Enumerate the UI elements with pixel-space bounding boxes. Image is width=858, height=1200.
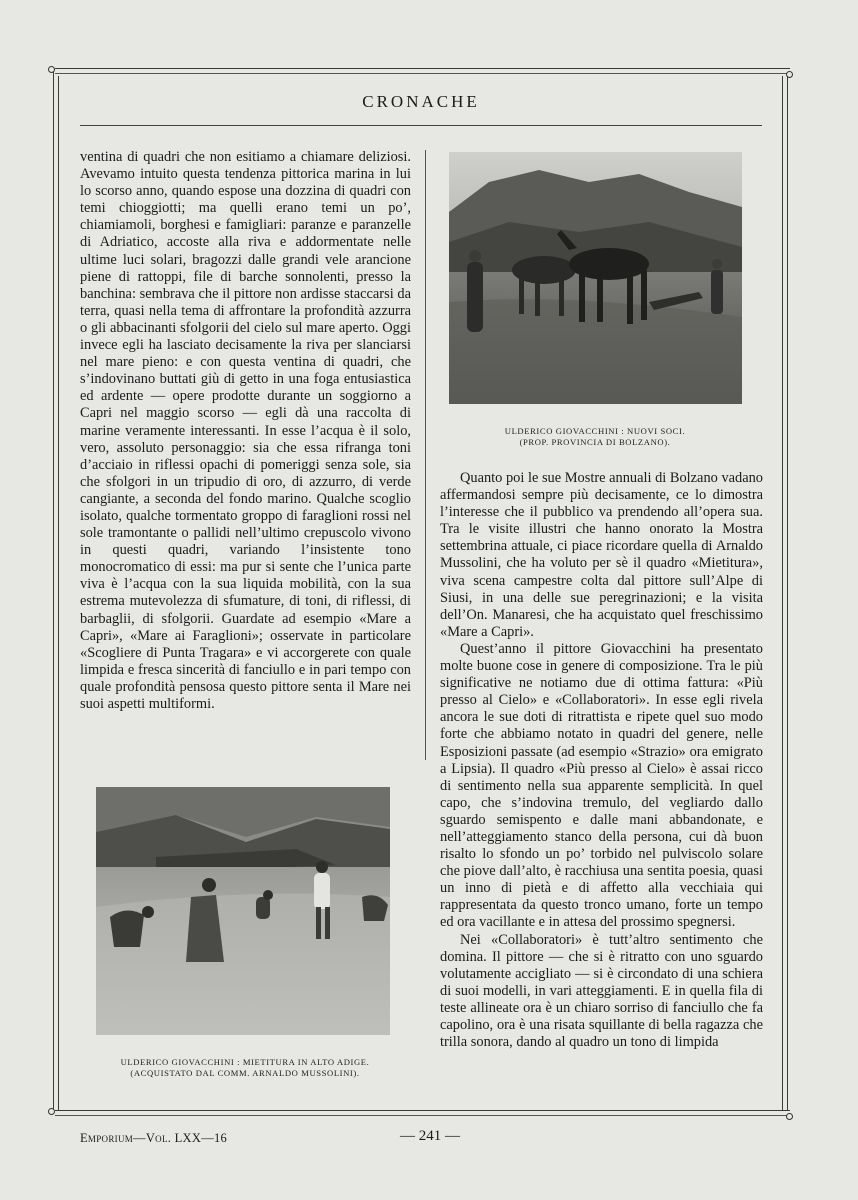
frame-bottom-rule — [55, 1110, 790, 1111]
paragraph: ventina di quadri che non esitiamo a chiamare deliziosi. Avevamo intuito questa tendenza pittorica marina in lui lo scorso anno, quando espose una dozzina di quadri con temi chioggiotti; ma quelli erano temi un po’, chiamiamoli, borghesi e famigliari: paranze e paranzelle di Adriatico, accoste alla riva e addormentate nelle ultime luci solari, bragozzi dalle grandi vele arancione piene di rattoppi, file di barche sonnolenti, presso la banchina: sembrava che il pittore non ardisse staccarsi da terra, quasi nella tema di affrontare la profondità azzurra o gli abbacinanti sfolgorii del cielo sul mare aperto. Oggi invece egli ha lasciato decisamente la riva per slanciarsi nel mare pieno: e con questa ventina di quadri, che s’indovinano buttati giù di getto in una foga entusiastica ed ardente — opere prodotte durante un soggiorno a Capri nel maggio scorso — egli dà una raccolta di marine veramente interessanti. In esse l’acqua è il solo, vero, assoluto personaggio: sia che essa rifranga toni d’acciaio in riflessi opachi di pomeriggi senza sole, sia che sfolgori in un tripudio di oro, di azzurro, di verde cangiante, a seconda del fondo marino. Qualche scoglio isolato, qualche tormentato groppo di faraglioni rossi nel sole tramontante o pallidi nell’ultimo crepuscolo vivono in questi quadri, variando l’insistente tono monocromatico di essi: ma pur si sente che l’unica parte viva è l’acqua con la sua liquida mobilità, con la sua estrema mutevolezza di sfumature, di toni, di riflessi, di barbaglii, di sfolgorii. Guardate ad esempio «Mare a Capri», «Mare ai Faraglioni»; osservate in particolare «Scogliere di Punta Tragara» e vi accorgerete con quale limpida e fresca sincerità di fanciullo e in pari tempo con quale profondità pensosa questo pittore senta il Mare nei suoi aspetti multiformi. — [80, 149, 411, 712]
caption-line: ULDERICO GIOVACCHINI : MIETITURA IN ALTO ADIGE. — [120, 1057, 370, 1067]
frame-right-rule — [787, 76, 788, 1110]
caption-line: ULDERICO GIOVACCHINI : NUOVI SOCI. — [504, 426, 686, 436]
frame-left-rule-inner — [58, 76, 59, 1110]
painting-mietitura — [96, 787, 390, 1035]
paragraph: Nei «Collaboratori» è tutt’altro sentimento che domina. Il pittore — che si è ritratto con uno sguardo volutamente accigliato — si è circondato di una schiera di suoi modelli, in vari atteggiamenti. E in quella fila di teste allineate ora è un chiaro sorriso di fanciullo che fa capolino, ora è una risata squillante di bella ragazza che trilla sonora, dando al quadro un tono di limpida — [440, 931, 763, 1051]
caption-line: (PROP. PROVINCIA DI BOLZANO). — [519, 437, 671, 447]
frame-left-rule — [53, 70, 54, 1113]
column-divider — [425, 150, 426, 760]
volume-info: —Vol. LXX—16 — [133, 1131, 228, 1145]
paragraph: Quest’anno il pittore Giovacchini ha presentato molte buone cose in genere di composizione. Tra le più significative ne notiamo due di ottima fattura: «Più presso al Cielo» e «Collaboratori». In esse egli rivela ancora le sue doti di ritrattista e ripete quel suo modo forte che abbiamo notato in quadri del genere, nelle Esposizioni passate (ad esempio «Strazio» ora emigrato a Lipsia). Il quadro «Più presso al Cielo» è assai ricco di sentimento nella sua apparente semplicità. In quel capo, che s’indovina tremulo, del vegliardo dallo sguardo semispento e dalle mani abbandonate, e nell’atteggiamento stanco della persona, cui dà buon risalto lo sfondo un po’ torbido nel pulviscolo solare che piove dall’alto, è racchiusa una sentita poesia, quasi un inno di pietà e di affetto alla vecchiaia qui rappresentata da questo tronco umano, forte un tempo ed ora vacillante e in attesa del prossimo spegnersi. — [440, 640, 763, 931]
left-column — [80, 149, 411, 713]
paragraph: Quanto poi le sue Mostre annuali di Bolzano vadano affermandosi sempre più decisamente, ce lo dimostra l’interesse che il pubblico va prendendo all’opera sua. Tra le visite illustri che hanno onorato la Mostra settembrina attuale, ci piace ricordare quella di Arnaldo Mussolini, che ha voluto per sè il quadro «Mietitura», viva scena campestre colta dal pittore sull’Alpe di Siusi, in una delle sue peregrinazioni; e la visita dell’On. Manaresi, che ha acquistato quel freschissimo «Mare a Capri». — [440, 470, 763, 640]
frame-top-rule — [55, 68, 790, 69]
page-number: — 241 — — [400, 1128, 460, 1144]
frame-corner-ornament — [48, 1108, 55, 1115]
frame-top-rule-inner — [55, 73, 790, 74]
frame-corner-ornament — [786, 1113, 793, 1120]
frame-corner-ornament — [786, 71, 793, 78]
frame-bottom-rule-inner — [55, 1115, 790, 1116]
painting-nuovi-soci — [449, 152, 742, 404]
journal-volume — [80, 1131, 227, 1146]
caption-line: (ACQUISTATO DAL COMM. ARNALDO MUSSOLINI). — [130, 1068, 360, 1078]
section-title: CRONACHE — [362, 92, 480, 111]
figure-caption — [440, 426, 750, 448]
figure-caption — [80, 1057, 410, 1079]
journal-name: Emporium — [80, 1131, 134, 1145]
frame-corner-ornament — [48, 66, 55, 73]
header-divider — [80, 125, 762, 126]
frame-right-rule-inner — [782, 76, 783, 1110]
right-column — [440, 470, 763, 1051]
